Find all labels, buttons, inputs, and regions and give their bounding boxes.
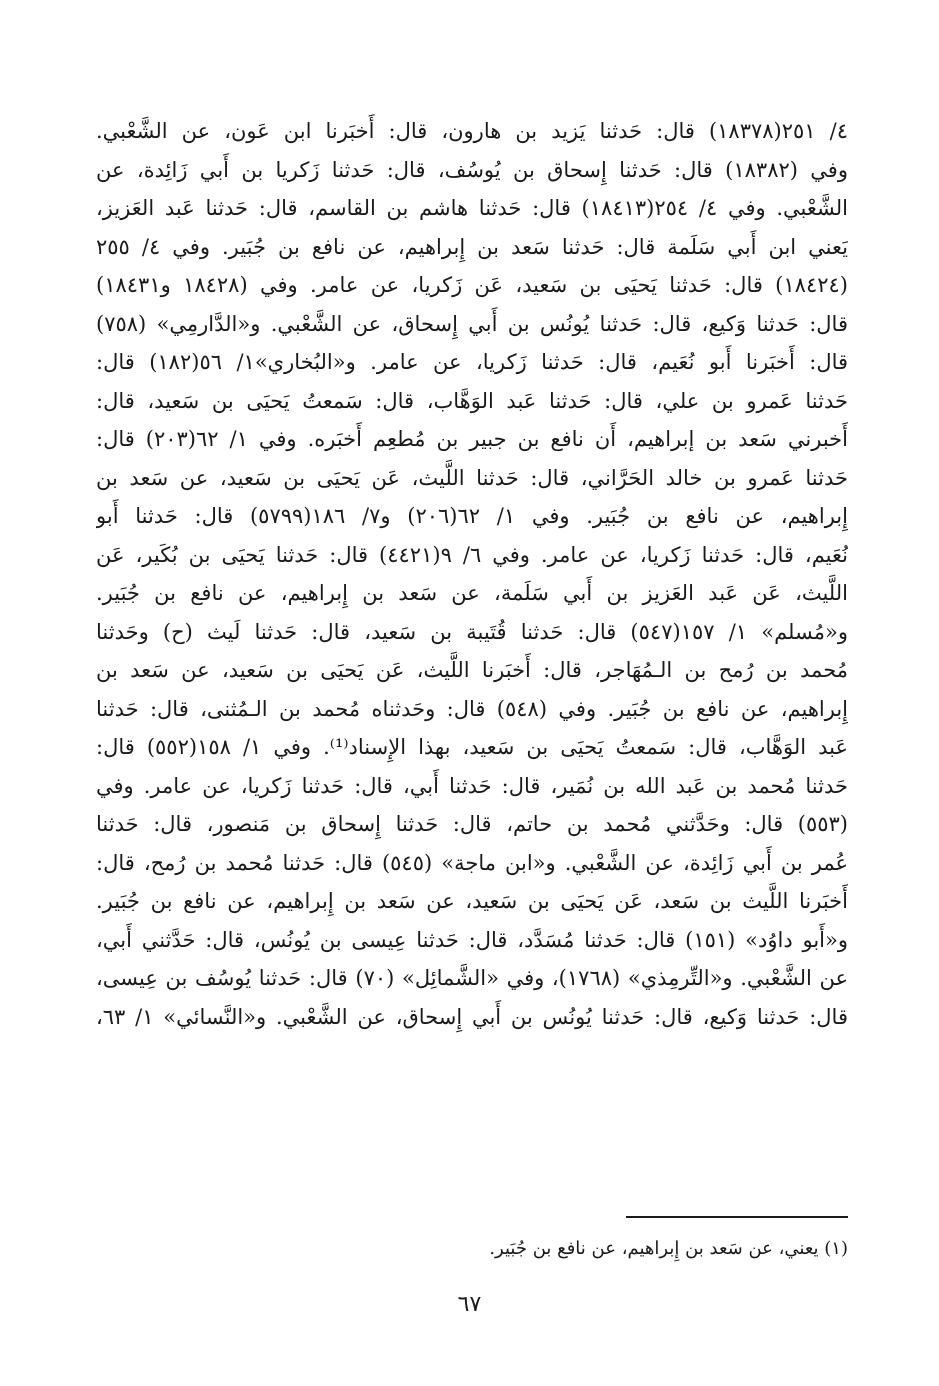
text-line: (٥٥٣) قال: وحَدَّثني مُحمد بن حاتم، قال: حَدثنا إِسحاق بن مَنصور، قال: حَدثنا xyxy=(96,812,848,836)
footnote: (١) يعني، عن سَعد بن إِبراهيم، عن نافع بن جُبَير. xyxy=(489,1238,848,1259)
text-line: إِبراهيم، عن نافع بن جُبَير. وفي ١/ ٦٢(٢٠٦) و٧/ ١٨٦(٥٧٩٩) قال: حَدثنا أَبو xyxy=(96,504,848,528)
text-line: عُمر بن أَبي زَائِدة، عن الشَّعْبي. و«ابن ماجة» (٥٤٥) قال: حَدثنا مُحمد بن رُمح، قال: xyxy=(96,850,848,875)
text-line: حَدثنا عَمرو بن خالد الحَرَّاني، قال: حَدثنا اللَّيث، عَن يَحيَى بن سَعيد، عن سَعد بن xyxy=(96,465,848,490)
text-line: و«أَبو داوُد» (١٥١) قال: حَدثنا مُسَدَّد، قال: حَدثنا عِيسى بن يُونُس، قال: حَدَّثني أَبي، xyxy=(96,927,848,952)
footnote-divider xyxy=(626,1216,848,1218)
text-line: اللَّيث، عَن عَبد العَزيز بن أَبي سَلَمة، عن سَعد بن إِبراهيم، عن نافع بن جُبَير. xyxy=(96,581,848,605)
text-line: قال: حَدثنا وَكيع، قال: حَدثنا يُونُس بن أَبي إِسحاق، عن الشَّعْبي. و«الدَّارمِي» (٧٥٨) xyxy=(96,311,848,336)
text-line: نُعَيم، قال: حَدثنا زَكريا، عن عامر. وفي ٦/ ٩(٤٤٢١) قال: حَدثنا يَحيَى بن بُكَير، عَن xyxy=(96,542,848,567)
text-line: ٤/ ٢٥١(١٨٣٧٨) قال: حَدثنا يَزيد بن هارون، قال: أَخبَرنا ابن عَون، عن الشَّعْبي. xyxy=(96,119,848,143)
text-line: عن الشَّعْبي. و«التِّرمِذي» (١٧٦٨)، وفي «الشَّمائِل» (٧٠) قال: حَدثنا يُوسُف بن عِيسى، xyxy=(96,966,848,990)
body-text xyxy=(96,112,848,1036)
text-line: حَدثنا عَمرو بن علي، قال: حَدثنا عَبد الوَهَّاب، قال: سَمعتُ يَحيَى بن سَعيد، قال: xyxy=(96,388,848,413)
text-line: قال: حَدثنا وَكيع، قال: حَدثنا يُونُس بن أَبي إِسحاق، عن الشَّعْبي. و«النَّسائي» ١/ ٦٣، xyxy=(96,1004,848,1029)
text-line: وفي (١٨٣٨٢) قال: حَدثنا إِسحاق بن يُوسُف، قال: حَدثنا زَكريا بن أَبي زَائِدة، عن xyxy=(96,157,848,182)
text-line: عَبد الوَهَّاب، قال: سَمعتُ يَحيَى بن سَعيد، بهذا الإِسناد⁽¹⁾. وفي ١/ ١٥٨(٥٥٢) قال: xyxy=(96,735,848,759)
text-line: مُحمد بن رُمح بن الـمُهَاجر، قال: أَخبَرنا اللَّيث، عَن يَحيَى بن سَعيد، عن سَعد بن xyxy=(96,658,848,682)
text-line: و«مُسلم» ١/ ١٥٧(٥٤٧) قال: حَدثنا قُتَيبة بن سَعيد، قال: حَدثنا لَيث (ح) وحَدثنا xyxy=(96,619,848,644)
text-line: يَعني ابن أَبي سَلَمة قال: حَدثنا سَعد بن إِبراهيم، عن نافع بن جُبَير. وفي ٤/ ٢٥٥ xyxy=(96,234,848,259)
page-number: ٦٧ xyxy=(457,1292,482,1317)
text-line: أَخبرني سَعد بن إبراهيم، أَن نافع بن جبير بن مُطعِم أَخبَره. وفي ١/ ٦٢(٢٠٣) قال: xyxy=(96,427,848,451)
text-line: إِبراهيم، عن نافع بن جُبَير. وفي (٥٤٨) قال: وحَدثناه مُحمد بن الـمُثنى، قال: حَدثنا xyxy=(96,696,848,721)
text-line: حَدثنا مُحمد بن عَبد الله بن نُمَير، قال: حَدثنا أَبي، قال: حَدثنا زَكريا، عن عامر. وفي xyxy=(96,773,848,798)
text-line: قال: أَخبَرنا أَبو نُعَيم، قال: حَدثنا زَكريا، عن عامر. و«البُخاري»١/ ٥٦(١٨٢) قال: xyxy=(96,350,848,374)
text-line: أَخبَرنا اللَّيث بن سَعد، عَن يَحيَى بن سَعيد، عن سَعد بن إِبراهيم، عن نافع بن جُبَير. xyxy=(96,889,848,913)
text-line: (١٨٤٢٤) قال: حَدثنا يَحيَى بن سَعيد، عَن زَكريا، عن عامر. وفي (١٨٤٢٨ و١٨٤٣١) xyxy=(96,273,848,297)
text-line: الشَّعْبي. وفي ٤/ ٢٥٤(١٨٤١٣) قال: حَدثنا هاشم بن القاسم، قال: حَدثنا عَبد العَزيز، xyxy=(96,196,848,220)
